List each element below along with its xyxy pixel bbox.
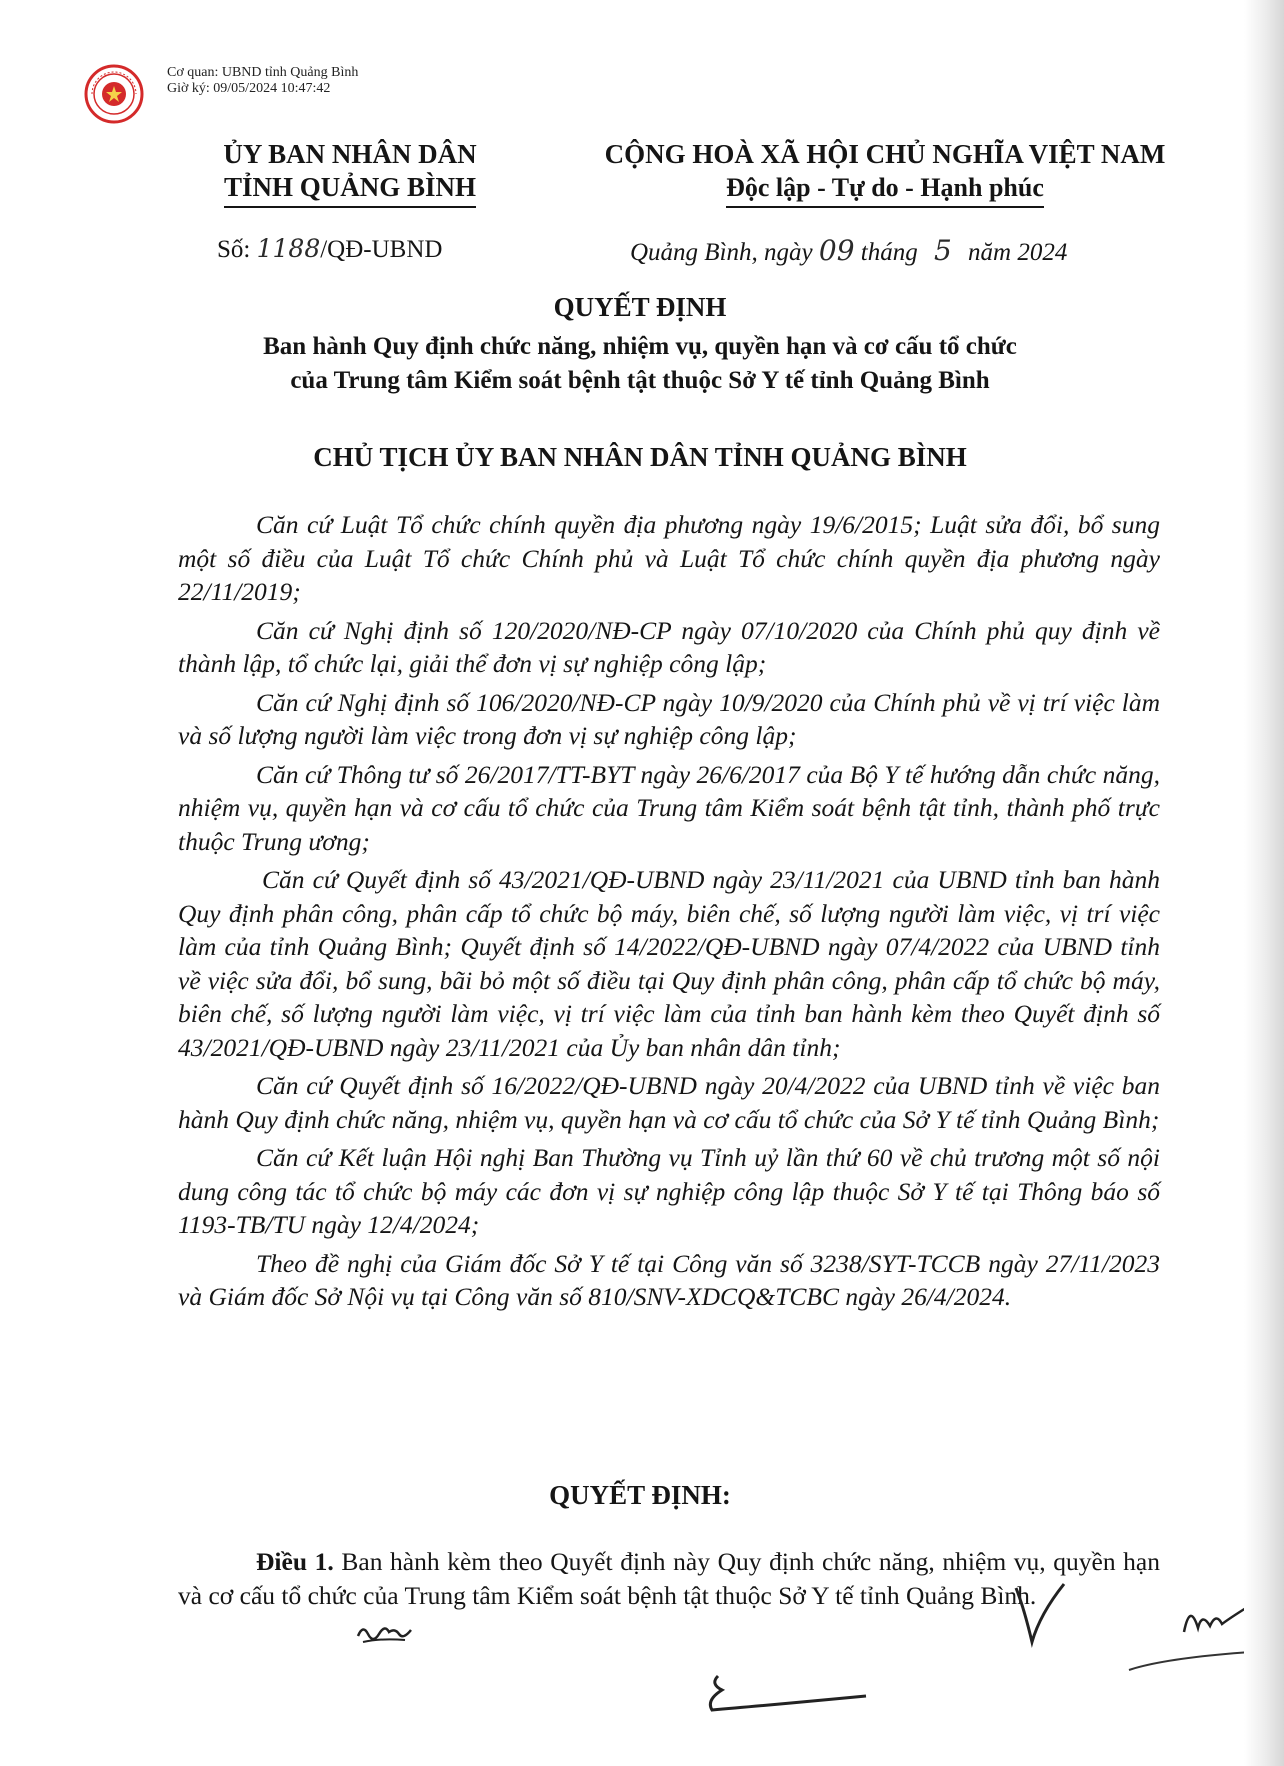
- motto: Độc lập - Tự do - Hạnh phúc: [726, 171, 1044, 208]
- authority-line-2: TỈNH QUẢNG BÌNH: [224, 171, 476, 208]
- initials-mark-icon: [355, 1618, 415, 1648]
- decision-heading: QUYẾT ĐỊNH:: [549, 1480, 731, 1510]
- handwritten-day: 09: [818, 234, 855, 267]
- national-motto: [560, 138, 1210, 208]
- ground-paragraph: Căn cứ Quyết định số 43/2021/QĐ-UBND ngày 23/11/2021 của UBND tỉnh ban hành Quy định phân công, phân cấp tổ chức bộ máy, biên chế, số lượng người làm việc, vị trí việc làm của tỉnh Quảng Bình; Quyết định số 14/2022/QĐ-UBND ngày 07/4/2022 của UBND tỉnh về việc sửa đổi, bổ sung, bãi bỏ một số điều tại Quy định phân công, phân cấp tổ chức bộ máy, biên chế, số lượng người làm việc, vị trí việc làm của tỉnh ban hành kèm theo Quyết định số 43/2021/QĐ-UBND ngày 23/11/2021 của Ủy ban nhân dân tỉnh;: [178, 865, 1160, 1062]
- signature-agency: Cơ quan: UBND tỉnh Quảng Bình: [167, 65, 359, 80]
- ground-paragraph: Căn cứ Luật Tổ chức chính quyền địa phương ngày 19/6/2015; Luật sửa đổi, bổ sung một số điều của Luật Tổ chức Chính phủ và Luật Tổ chức chính quyền địa phương ngày 22/11/2019;: [178, 510, 1160, 606]
- document-number: Số: 1188/QĐ-UBND: [217, 234, 443, 263]
- chairman-heading: CHỦ TỊCH ỦY BAN NHÂN DÂN TỈNH QUẢNG BÌNH: [313, 442, 967, 472]
- initials-mark-icon: [1180, 1598, 1250, 1638]
- subtitle-line-1: Ban hành Quy định chức năng, nhiệm vụ, quyền hạn và cơ cấu tổ chức: [263, 333, 1017, 360]
- ground-paragraph: Căn cứ Kết luận Hội nghị Ban Thường vụ Tỉnh uỷ lần thứ 60 về chủ trương một số nội dung công tác tổ chức bộ máy các đơn vị sự nghiệp công lập thuộc Sở Y tế tại Thông báo số 1193-TB/TU ngày 12/4/2024;: [178, 1143, 1160, 1239]
- ground-paragraph: Căn cứ Thông tư số 26/2017/TT-BYT ngày 26/6/2017 của Bộ Y tế hướng dẫn chức năng, nhiệm vụ, quyền hạn và cơ cấu tổ chức của Trung tâm Kiểm soát bệnh tật tỉnh, thành phố trực thuộc Trung ương;: [178, 759, 1160, 856]
- country-name: CỘNG HOÀ XÃ HỘI CHỦ NGHĨA VIỆT NAM: [604, 139, 1166, 169]
- pen-stroke-icon: [1125, 1638, 1255, 1678]
- ground-paragraph: Căn cứ Nghị định số 106/2020/NĐ-CP ngày 10/9/2020 của Chính phủ về vị trí việc làm và số lượng người làm việc trong đơn vị sự nghiệp công lập;: [178, 687, 1160, 750]
- document-subtitle: [150, 330, 1130, 398]
- authority-line-1: ỦY BAN NHÂN DÂN: [223, 139, 477, 169]
- document-date: Quảng Bình, ngày 09 tháng 5 năm 2024: [630, 234, 1068, 267]
- red-seal-icon: [84, 64, 144, 124]
- signature-info: [167, 65, 358, 97]
- ground-paragraph: Căn cứ Quyết định số 16/2022/QĐ-UBND ngày 20/4/2022 của UBND tỉnh về việc ban hành Quy định chức năng, nhiệm vụ, quyền hạn và cơ cấu tổ chức của Sở Y tế tỉnh Quảng Bình;: [178, 1071, 1160, 1134]
- subtitle-line-2: của Trung tâm Kiểm soát bệnh tật thuộc Sở Y tế tỉnh Quảng Bình: [290, 367, 990, 394]
- article-1-text: Ban hành kèm theo Quyết định này Quy định chức năng, nhiệm vụ, quyền hạn và cơ cấu tổ chức của Trung tâm Kiểm soát bệnh tật thuộc Sở Y tế tỉnh Quảng Bình.: [178, 1547, 1161, 1610]
- handwritten-number: 1188: [256, 234, 321, 263]
- ground-paragraph: Căn cứ Nghị định số 120/2020/NĐ-CP ngày 07/10/2020 của Chính phủ quy định về thành lập, tổ chức lại, giải thể đơn vị sự nghiệp công lập;: [178, 615, 1160, 678]
- ground-paragraph: Theo đề nghị của Giám đốc Sở Y tế tại Công văn số 3238/SYT-TCCB ngày 27/11/2023 và Giám đốc Sở Nội vụ tại Công văn số 810/SNV-XDCQ&TCBC ngày 26/4/2024.: [178, 1248, 1160, 1311]
- page-edge-shadow: [1244, 0, 1284, 1766]
- handwritten-month: 5: [933, 234, 952, 267]
- article-1-label: Điều 1.: [256, 1547, 334, 1576]
- document-title: QUYẾT ĐỊNH: [553, 292, 727, 322]
- pen-stroke-icon: [700, 1670, 870, 1720]
- issuing-authority: [190, 138, 510, 208]
- signature-time: Giờ ký: 09/05/2024 10:47:42: [167, 81, 331, 96]
- legal-grounds: [178, 508, 1160, 1319]
- checkmark-icon: [1010, 1578, 1070, 1648]
